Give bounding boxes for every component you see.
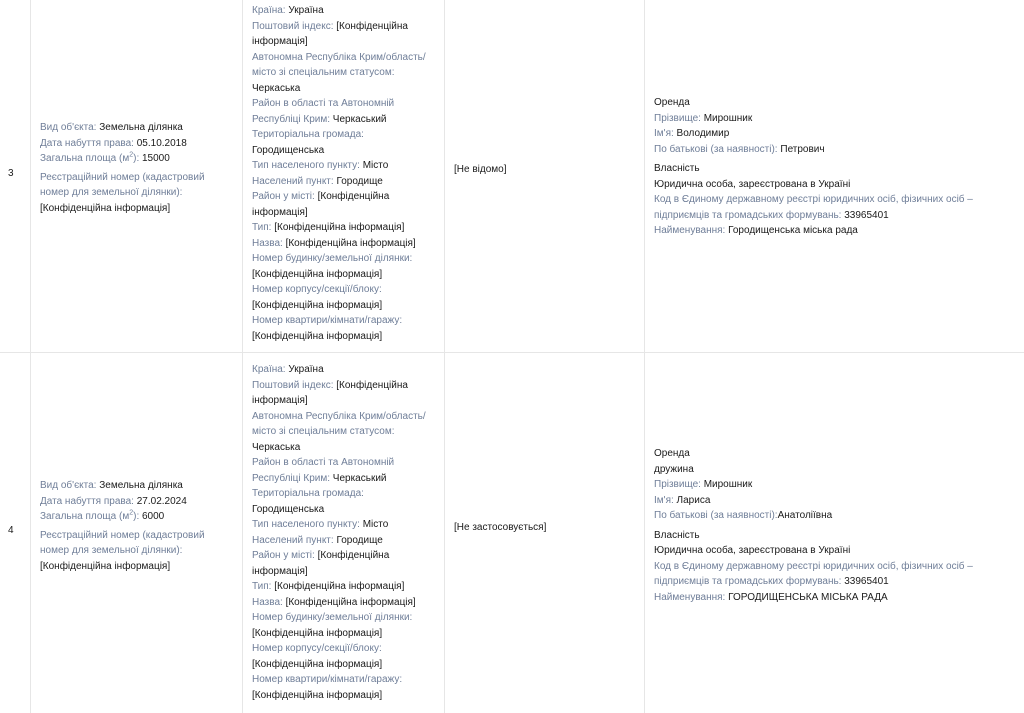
right-type-lease: Оренда — [654, 448, 690, 459]
apartment-label: Номер квартири/кімнати/гаражу: — [252, 315, 403, 326]
country-label: Країна: — [252, 364, 286, 375]
relation-value: дружина — [654, 463, 694, 475]
object-kind-value: Земельна ділянка — [99, 480, 183, 491]
street-type-value: [Конфіденційна інформація] — [274, 581, 405, 592]
area-value: 15000 — [142, 153, 170, 164]
org-name-value: ГОРОДИЩЕНСЬКА МІСЬКА РАДА — [728, 591, 888, 603]
acquisition-date-value: 27.02.2024 — [136, 495, 187, 507]
settlement-label: Населений пункт: — [252, 534, 334, 546]
patronymic-value: Анатоліївна — [777, 510, 833, 521]
city-district-label: Район у місті: — [252, 191, 315, 202]
note-cell — [445, 353, 645, 713]
cadastral-value: [Конфіденційна інформація] — [40, 202, 171, 214]
building-label: Номер корпусу/секції/блоку: — [252, 284, 382, 295]
postal-value: [Конфіденційна інформація] — [252, 379, 408, 406]
entity-type: Юридична особа, зареєстрована в Україні — [654, 545, 851, 556]
settlement-type-label: Тип населеного пункту: — [252, 519, 360, 530]
community-label: Територіальна громада: — [252, 129, 364, 140]
right-type-ownership: Власність — [654, 163, 700, 174]
table-row — [0, 352, 1024, 713]
building-value: [Конфіденційна інформація] — [252, 299, 383, 311]
edrpou-code-label: Код в Єдиному державному реєстрі юридичних осіб, фізичних осіб – підприємців та громадських формувань: — [654, 194, 973, 221]
country-label: Країна: — [252, 5, 286, 16]
house-label: Номер будинку/земельної ділянки: — [252, 253, 413, 264]
settlement-label: Населений пункт: — [252, 175, 334, 187]
first-name-value: Володимир — [676, 128, 730, 139]
object-kind-label: Вид об'єкта: — [40, 122, 97, 133]
street-type-label: Тип: — [252, 581, 272, 592]
right-type-lease: Оренда — [654, 97, 690, 108]
street-name-label: Назва: — [252, 596, 283, 608]
settlement-type-label: Тип населеного пункту: — [252, 160, 360, 171]
settlement-value: Городище — [336, 534, 383, 546]
rights-cell — [645, 0, 1024, 352]
surname-value: Мирошник — [703, 479, 753, 490]
cadastral-label: Реєстраційний номер (кадастровий номер для земельної ділянки): — [40, 529, 205, 556]
cadastral-value: [Конфіденційна інформація] — [40, 560, 171, 572]
region-value: Черкаська — [252, 82, 301, 94]
edrpou-code-value: 33965401 — [844, 209, 889, 221]
district-label: Район в області та Автономній Республіці Крим: — [252, 457, 395, 484]
acquisition-date-label: Дата набуття права: — [40, 137, 134, 149]
acquisition-date-label: Дата набуття права: — [40, 495, 134, 507]
right-type-ownership: Власність — [654, 529, 700, 541]
region-value: Черкаська — [252, 441, 301, 453]
note-value: [Не відомо] — [454, 164, 507, 175]
patronymic-label: По батькові (за наявності): — [654, 510, 778, 521]
street-name-value: [Конфіденційна інформація] — [285, 596, 416, 608]
settlement-type-value: Місто — [362, 160, 389, 171]
region-label: Автономна Республіка Крим/область/ місто зі спеціальним статусом: — [252, 410, 426, 437]
first-name-label: Ім'я: — [654, 494, 674, 506]
entity-type: Юридична особа, зареєстрована в Україні — [654, 178, 851, 190]
patronymic-label: По батькові (за наявності): — [654, 143, 778, 155]
object-kind-value: Земельна ділянка — [99, 122, 183, 133]
org-name-label: Найменування: — [654, 591, 726, 603]
row-number-cell — [0, 0, 31, 352]
building-value: [Конфіденційна інформація] — [252, 658, 383, 670]
region-label: Автономна Республіка Крим/область/ місто зі спеціальним статусом: — [252, 51, 426, 78]
org-name-value: Городищенська міська рада — [728, 225, 858, 236]
house-value: [Конфіденційна інформація] — [252, 268, 383, 280]
settlement-value: Городище — [336, 175, 383, 187]
object-kind-label: Вид об'єкта: — [40, 480, 97, 491]
street-type-label: Тип: — [252, 222, 272, 233]
street-name-label: Назва: — [252, 237, 283, 249]
edrpou-code-label: Код в Єдиному державному реєстрі юридичних осіб, фізичних осіб – підприємців та громадських формувань: — [654, 560, 973, 587]
cadastral-label: Реєстраційний номер (кадастровий номер для земельної ділянки): — [40, 171, 205, 198]
note-cell — [445, 0, 645, 352]
district-value: Черкаський — [332, 113, 387, 125]
row-number: 3 — [8, 168, 14, 179]
address-cell — [243, 353, 445, 713]
postal-label: Поштовий індекс: — [252, 20, 334, 32]
country-value: Україна — [288, 364, 324, 375]
first-name-value: Лариса — [676, 494, 711, 506]
acquisition-date-value: 05.10.2018 — [136, 137, 187, 149]
surname-label: Прізвище: — [654, 479, 701, 490]
surname-value: Мирошник — [703, 112, 753, 124]
apartment-value: [Конфіденційна інформація] — [252, 330, 383, 342]
rights-cell — [645, 353, 1024, 713]
area-label: Загальна площа $(м^2)$: — [40, 509, 140, 522]
area-label: Загальна площа $(м^2)$: — [40, 151, 140, 164]
settlement-type-value: Місто — [362, 519, 389, 530]
community-label: Територіальна громада: — [252, 488, 364, 499]
address-cell — [243, 0, 445, 352]
country-value: Україна — [288, 5, 324, 16]
street-name-value: [Конфіденційна інформація] — [285, 237, 416, 249]
community-value: Городищенська — [252, 503, 325, 515]
community-value: Городищенська — [252, 144, 325, 156]
area-value: 6000 — [142, 511, 165, 522]
city-district-value: [Конфіденційна інформація] — [252, 191, 390, 218]
patronymic-value: Петрович — [780, 143, 825, 155]
city-district-value: [Конфіденційна інформація] — [252, 550, 390, 577]
object-cell — [31, 0, 243, 352]
house-label: Номер будинку/земельної ділянки: — [252, 612, 413, 623]
row-number: 4 — [8, 525, 14, 536]
note-value: [Не застосовується] — [454, 522, 547, 533]
postal-value: [Конфіденційна інформація] — [252, 20, 408, 47]
row-number-cell — [0, 353, 31, 713]
table-row — [0, 0, 1024, 352]
surname-label: Прізвище: — [654, 112, 701, 124]
object-cell — [31, 353, 243, 713]
postal-label: Поштовий індекс: — [252, 379, 334, 391]
edrpou-code-value: 33965401 — [844, 576, 889, 587]
city-district-label: Район у місті: — [252, 550, 315, 561]
org-name-label: Найменування: — [654, 225, 726, 236]
district-value: Черкаський — [332, 472, 387, 484]
building-label: Номер корпусу/секції/блоку: — [252, 643, 382, 654]
street-type-value: [Конфіденційна інформація] — [274, 222, 405, 233]
apartment-value: [Конфіденційна інформація] — [252, 689, 383, 701]
house-value: [Конфіденційна інформація] — [252, 627, 383, 639]
first-name-label: Ім'я: — [654, 128, 674, 139]
apartment-label: Номер квартири/кімнати/гаражу: — [252, 674, 403, 685]
district-label: Район в області та Автономній Республіці Крим: — [252, 98, 395, 125]
